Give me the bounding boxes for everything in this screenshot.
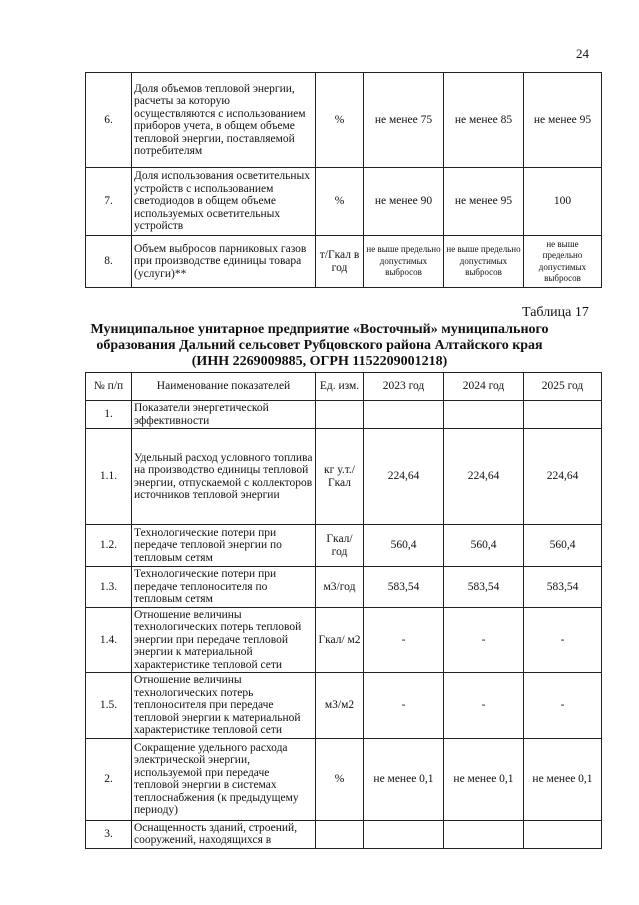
header-year-2023: 2023 год xyxy=(364,373,444,401)
unit-cell: кг у.т./ Гкал xyxy=(316,429,364,525)
table-row xyxy=(86,607,602,673)
header-year-2025: 2025 год xyxy=(524,373,602,401)
value-cell: 224,64 xyxy=(524,429,602,525)
row-number: 2. xyxy=(86,738,132,820)
value-cell xyxy=(364,401,444,429)
value-cell: не менее 95 xyxy=(444,168,524,236)
value-cell: не менее 0,1 xyxy=(364,738,444,820)
page-number: 24 xyxy=(576,46,589,61)
indicator-name: Отношение величины технологических потерь тепловой энергии при передаче тепловой энергии к материальной характеристике тепловой сети xyxy=(132,607,316,673)
energy-efficiency-table xyxy=(85,372,602,849)
value-cell: 583,54 xyxy=(364,567,444,608)
unit-cell: м3/м2 xyxy=(316,673,364,739)
table-row xyxy=(86,236,602,288)
indicator-name: Удельный расход условного топлива на производство единицы тепловой энергии, отпускаемой с коллекторов источников тепловой энергии xyxy=(132,429,316,525)
row-number: 7. xyxy=(86,168,132,236)
table-row xyxy=(86,73,602,168)
value-cell: 560,4 xyxy=(444,525,524,567)
indicator-name: Оснащенность зданий, строений, сооружений, находящихся в xyxy=(132,820,316,848)
value-cell: - xyxy=(364,673,444,739)
table-title-line-3: (ИНН 2269009885, ОГРН 1152209001218) xyxy=(191,354,448,369)
table-row xyxy=(86,429,602,525)
header-number: № п/п xyxy=(86,373,132,401)
row-number: 1.5. xyxy=(86,673,132,739)
value-cell xyxy=(524,820,602,848)
indicator-name: Доля объемов тепловой энергии, расчеты за которую осуществляются с использованием приборов учета, в общем объеме тепловой энергии, поставляемой потребителям xyxy=(132,73,316,168)
unit-cell: % xyxy=(316,168,364,236)
row-number: 1.2. xyxy=(86,525,132,567)
row-number: 1.4. xyxy=(86,607,132,673)
unit-cell: Гкал/ год xyxy=(316,525,364,567)
value-cell: - xyxy=(444,607,524,673)
indicator-name: Технологические потери при передаче теплоносителя по тепловым сетям xyxy=(132,567,316,608)
value-cell: - xyxy=(524,607,602,673)
row-number: 8. xyxy=(86,236,132,288)
value-cell: - xyxy=(444,673,524,739)
table-title-line-2: образования Дальний сельсовет Рубцовского района Алтайского края xyxy=(96,338,543,353)
row-number: 6. xyxy=(86,73,132,168)
table-row xyxy=(86,820,602,848)
header-year-2024: 2024 год xyxy=(444,373,524,401)
value-cell: 560,4 xyxy=(524,525,602,567)
unit-cell: % xyxy=(316,738,364,820)
value-cell xyxy=(444,820,524,848)
value-cell: не выше предельно допустимых выбросов xyxy=(524,236,602,288)
table-row xyxy=(86,401,602,429)
value-cell xyxy=(524,401,602,429)
unit-cell: т/Гкал в год xyxy=(316,236,364,288)
value-cell: не менее 0,1 xyxy=(524,738,602,820)
indicator-name: Сокращение удельного расхода электрической энергии, используемой при передаче тепловой энергии в системах теплоснабжения (к предыдущему периоду) xyxy=(132,738,316,820)
value-cell: - xyxy=(364,607,444,673)
value-cell xyxy=(444,401,524,429)
value-cell: не менее 95 xyxy=(524,73,602,168)
table-number-label: Таблица 17 xyxy=(522,305,589,320)
value-cell xyxy=(364,820,444,848)
row-number: 1.1. xyxy=(86,429,132,525)
indicator-name: Технологические потери при передаче тепловой энергии по тепловым сетям xyxy=(132,525,316,567)
value-cell: 224,64 xyxy=(364,429,444,525)
value-cell: 224,64 xyxy=(444,429,524,525)
unit-cell: м3/год xyxy=(316,567,364,608)
table-row xyxy=(86,168,602,236)
row-number: 1. xyxy=(86,401,132,429)
value-cell: 560,4 xyxy=(364,525,444,567)
row-number: 1.3. xyxy=(86,567,132,608)
indicator-name: Доля использования осветительных устройств с использованием светодиодов в общем объеме используемых осветительных устройств xyxy=(132,168,316,236)
value-cell: не менее 75 xyxy=(364,73,444,168)
unit-cell xyxy=(316,820,364,848)
table-row xyxy=(86,738,602,820)
unit-cell: Гкал/ м2 xyxy=(316,607,364,673)
value-cell: не выше предельно допустимых выбросов xyxy=(444,236,524,288)
header-name: Наименование показателей xyxy=(132,373,316,401)
table-row xyxy=(86,567,602,608)
indicators-table-continued xyxy=(85,72,602,288)
value-cell: 583,54 xyxy=(444,567,524,608)
header-unit: Ед. изм. xyxy=(316,373,364,401)
value-cell: не менее 0,1 xyxy=(444,738,524,820)
indicator-name: Показатели энергетической эффективности xyxy=(132,401,316,429)
table-row xyxy=(86,673,602,739)
value-cell: 100 xyxy=(524,168,602,236)
value-cell: - xyxy=(524,673,602,739)
unit-cell: % xyxy=(316,73,364,168)
unit-cell xyxy=(316,401,364,429)
indicator-name: Объем выбросов парниковых газов при производстве единицы товара (услуги)** xyxy=(132,236,316,288)
table-row xyxy=(86,525,602,567)
row-number: 3. xyxy=(86,820,132,848)
value-cell: не менее 90 xyxy=(364,168,444,236)
value-cell: не выше предельно допустимых выбросов xyxy=(364,236,444,288)
table-title-line-1: Муниципальное унитарное предприятие «Восточный» муниципального xyxy=(90,322,549,337)
value-cell: 583,54 xyxy=(524,567,602,608)
value-cell: не менее 85 xyxy=(444,73,524,168)
indicator-name: Отношение величины технологических потерь теплоносителя при передаче тепловой энергии к материальной характеристике тепловой сети xyxy=(132,673,316,739)
